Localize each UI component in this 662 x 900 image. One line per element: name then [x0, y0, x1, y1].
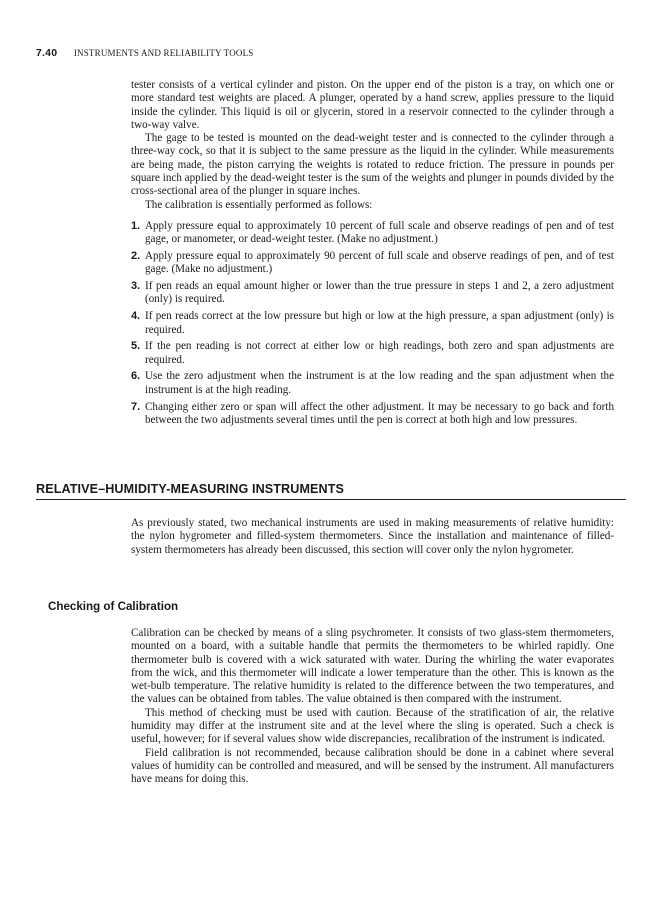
section-paragraph-1: As previously stated, two mechanical instruments are used in making measurements of relative humidity: the nylon hygrometer and filled-system thermometers. Since the installation and maintenance of filled-system thermometers has already been discussed, this section will cover only the nylon hygrometer.	[131, 517, 614, 556]
list-item	[131, 310, 614, 337]
intro-paragraph-3: The calibration is essentially performed as follows:	[145, 198, 373, 211]
subsection-paragraph-2: This method of checking must be used with caution. Because of the stratification of air, the relative humidity may differ at the instrument site and at the level where the sling is operated. Such a check is useful, however; for if several values show wide discrepancies, recalibration of the instrument is indicated.	[131, 706, 614, 746]
list-item	[131, 250, 614, 277]
running-title: INSTRUMENTS AND RELIABILITY TOOLS	[73, 48, 254, 58]
subsection-heading: Checking of Calibration	[48, 600, 179, 613]
step-text: Apply pressure equal to approximately 10 percent of full scale and observe readings of pen and of test gage, or manometer, or dead-weight tester. (Make no adjustment.)	[145, 219, 614, 246]
calibration-steps-list	[131, 220, 614, 427]
step-text: If pen reads an equal amount higher or lower than the true pressure in steps 1 and 2, a zero adjustment (only) is required.	[145, 280, 614, 306]
intro-paragraph-2: The gage to be tested is mounted on the dead-weight tester and is connected to the cylinder through a three-way cock, so that it is subject to the same pressure as the liquid in the cylinder. While measurements are being made, the piston carrying the weights is rotated to reduce friction. The pressure in pounds per square inch applied by the dead-weight tester is the sum of the weights and plunger in pounds divided by the cross-sectional area of the plunger in square inches.	[131, 132, 614, 198]
step-text: Changing either zero or span will affect the other adjustment. It may be necessary to go back and forth between the two adjustments several times until the pen is correct at both high and low pressures.	[145, 400, 614, 426]
subsection-body	[131, 627, 614, 787]
intro-paragraph-1: tester consists of a vertical cylinder and piston. On the upper end of the piston is a tray, on which one or more standard test weights are placed. A plunger, operated by a hand screw, applies pressure to the liquid inside the cylinder. This liquid is oil or glycerin, stored in a reservoir connected to the cylinder through a two-way valve.	[131, 79, 614, 131]
section-heading: RELATIVE–HUMIDITY-MEASURING INSTRUMENTS	[36, 482, 626, 500]
step-text: If pen reads correct at the low pressure but high or low at the high pressure, a span adjustment (only) is required.	[145, 310, 614, 336]
page-number: 7.40	[36, 47, 58, 59]
list-item	[131, 370, 614, 397]
list-item	[131, 220, 614, 247]
list-item	[131, 401, 614, 428]
section-body	[131, 517, 614, 557]
step-number: 7.	[131, 400, 141, 413]
step-number: 4.	[131, 310, 141, 323]
step-number: 1.	[131, 219, 141, 232]
step-text: Apply pressure equal to approximately 90 percent of full scale and observe readings of pen, and of test gage. (Make no adjustment.)	[145, 250, 614, 276]
step-number: 6.	[131, 370, 141, 383]
step-number: 2.	[131, 250, 141, 263]
list-item	[131, 280, 614, 307]
step-number: 5.	[131, 340, 141, 353]
list-item	[131, 340, 614, 367]
intro-block	[131, 79, 614, 431]
subsection-paragraph-1: Calibration can be checked by means of a sling psychrometer. It consists of two glass-stem thermometers, mounted on a board, with a suitable handle that permits the thermometers to be whirled rapidly. One thermometer bulb is covered with a wick saturated with water. During the whirling the water evaporates from the wick, and this thermometer will indicate a lower temperature than the other. This is known as the wet-bulb temperature. The relative humidity is related to the difference between the two temperatures, and the values can be obtained from tables. The value obtained is then compared with the instrument.	[131, 627, 614, 706]
subsection-paragraph-3: Field calibration is not recommended, because calibration should be done in a cabinet where several values of humidity can be controlled and measured, and will be sensed by the instrument. All manufacturers have means for doing this.	[131, 746, 614, 786]
step-text: If the pen reading is not correct at either low or high readings, both zero and span adjustments are required.	[145, 340, 614, 366]
running-header	[36, 47, 626, 59]
step-text: Use the zero adjustment when the instrument is at the low reading and the span adjustment when the instrument is at the high reading.	[145, 370, 614, 396]
step-number: 3.	[131, 280, 141, 293]
